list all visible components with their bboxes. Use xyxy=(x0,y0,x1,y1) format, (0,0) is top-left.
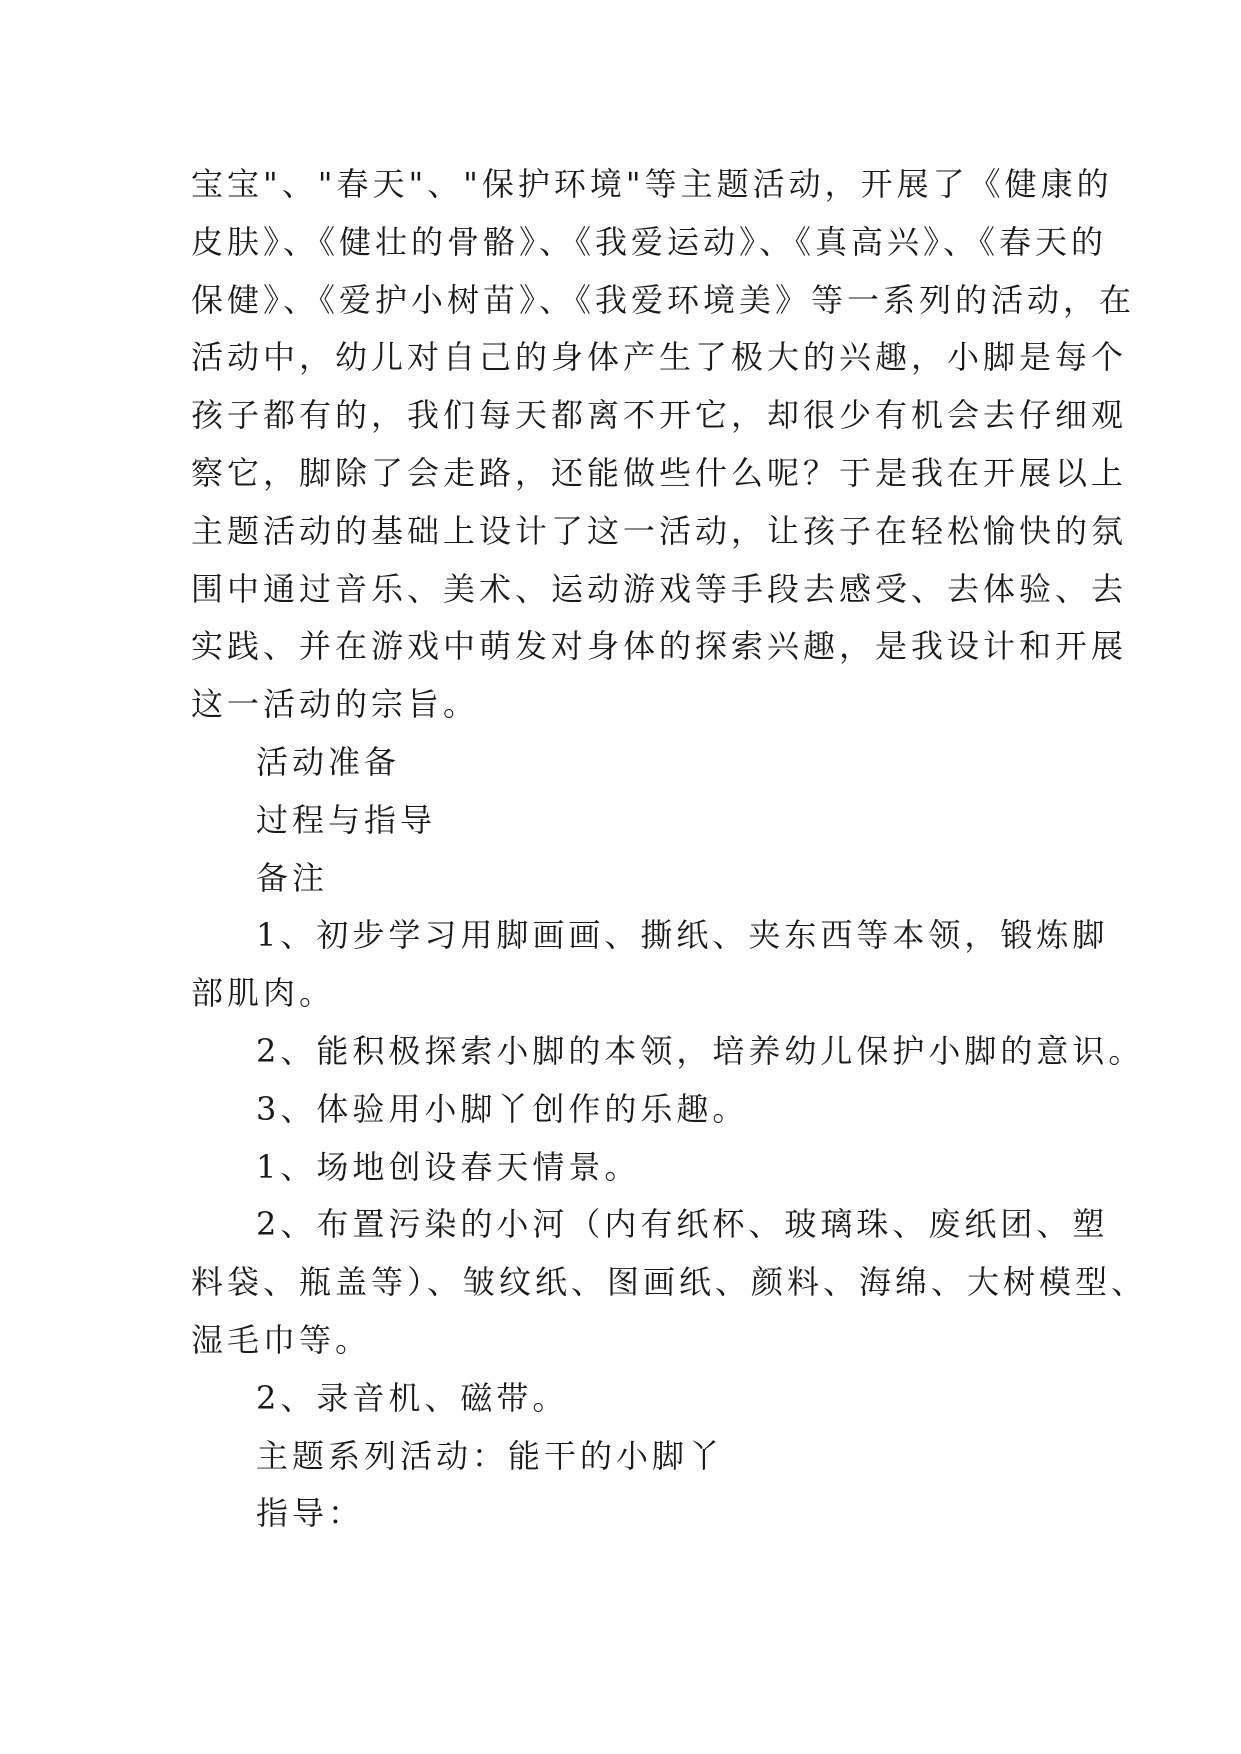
text-line: 这一活动的宗旨。 xyxy=(191,685,480,724)
preparation-item: 1、场地创设春天情景。 xyxy=(256,1147,641,1186)
text-line: 围中通过音乐、美术、运动游戏等手段去感受、去体验、去 xyxy=(191,569,1128,608)
text-line: 孩子都有的，我们每天都离不开它，却很少有机会去仔细观 xyxy=(191,396,1128,435)
goal-item: 2、能积极探索小脚的本领，培养幼儿保护小脚的意识。 xyxy=(256,1031,1145,1070)
guidance-label: 指导： xyxy=(256,1494,365,1533)
section-heading-notes: 备注 xyxy=(256,858,329,897)
section-heading-preparation: 活动准备 xyxy=(256,742,401,781)
text-line: 察它，脚除了会走路，还能做些什么呢？于是我在开展以上 xyxy=(191,453,1128,492)
document-page xyxy=(191,156,1148,1543)
text-line: 主题活动的基础上设计了这一活动，让孩子在轻松愉快的氛 xyxy=(191,511,1128,550)
section-heading-process: 过程与指导 xyxy=(256,800,437,839)
preparation-item: 2、布置污染的小河（内有纸杯、玻璃珠、废纸团、塑 xyxy=(256,1205,1109,1244)
text-line: 宝宝"、"春天"、"保护环境"等主题活动，开展了《健康的 xyxy=(191,165,1113,203)
text-line: 料袋、瓶盖等）、皱纹纸、图画纸、颜料、海绵、大树模型、 xyxy=(191,1263,1148,1302)
goal-item: 3、体验用小脚丫创作的乐趣。 xyxy=(256,1089,749,1128)
text-line: 活动中，幼儿对自己的身体产生了极大的兴趣，小脚是每个 xyxy=(191,338,1128,377)
text-line: 湿毛巾等。 xyxy=(191,1320,372,1359)
activity-title: 主题系列活动：能干的小脚丫 xyxy=(256,1436,725,1475)
preparation-item: 2、录音机、磁带。 xyxy=(256,1378,569,1417)
text-line: 皮肤》、《健壮的骨骼》、《我爱运动》、《真高兴》、《春天的 xyxy=(191,222,1108,261)
goal-item: 1、初步学习用脚画画、撕纸、夹东西等本领，锻炼脚 xyxy=(256,916,1109,955)
text-line: 部肌肉。 xyxy=(191,974,336,1013)
text-line: 实践、并在游戏中萌发对身体的探索兴趣，是我设计和开展 xyxy=(191,627,1128,666)
text-line: 保健》、《爱护小树苗》、《我爱环境美》等一系列的活动，在 xyxy=(191,280,1136,319)
